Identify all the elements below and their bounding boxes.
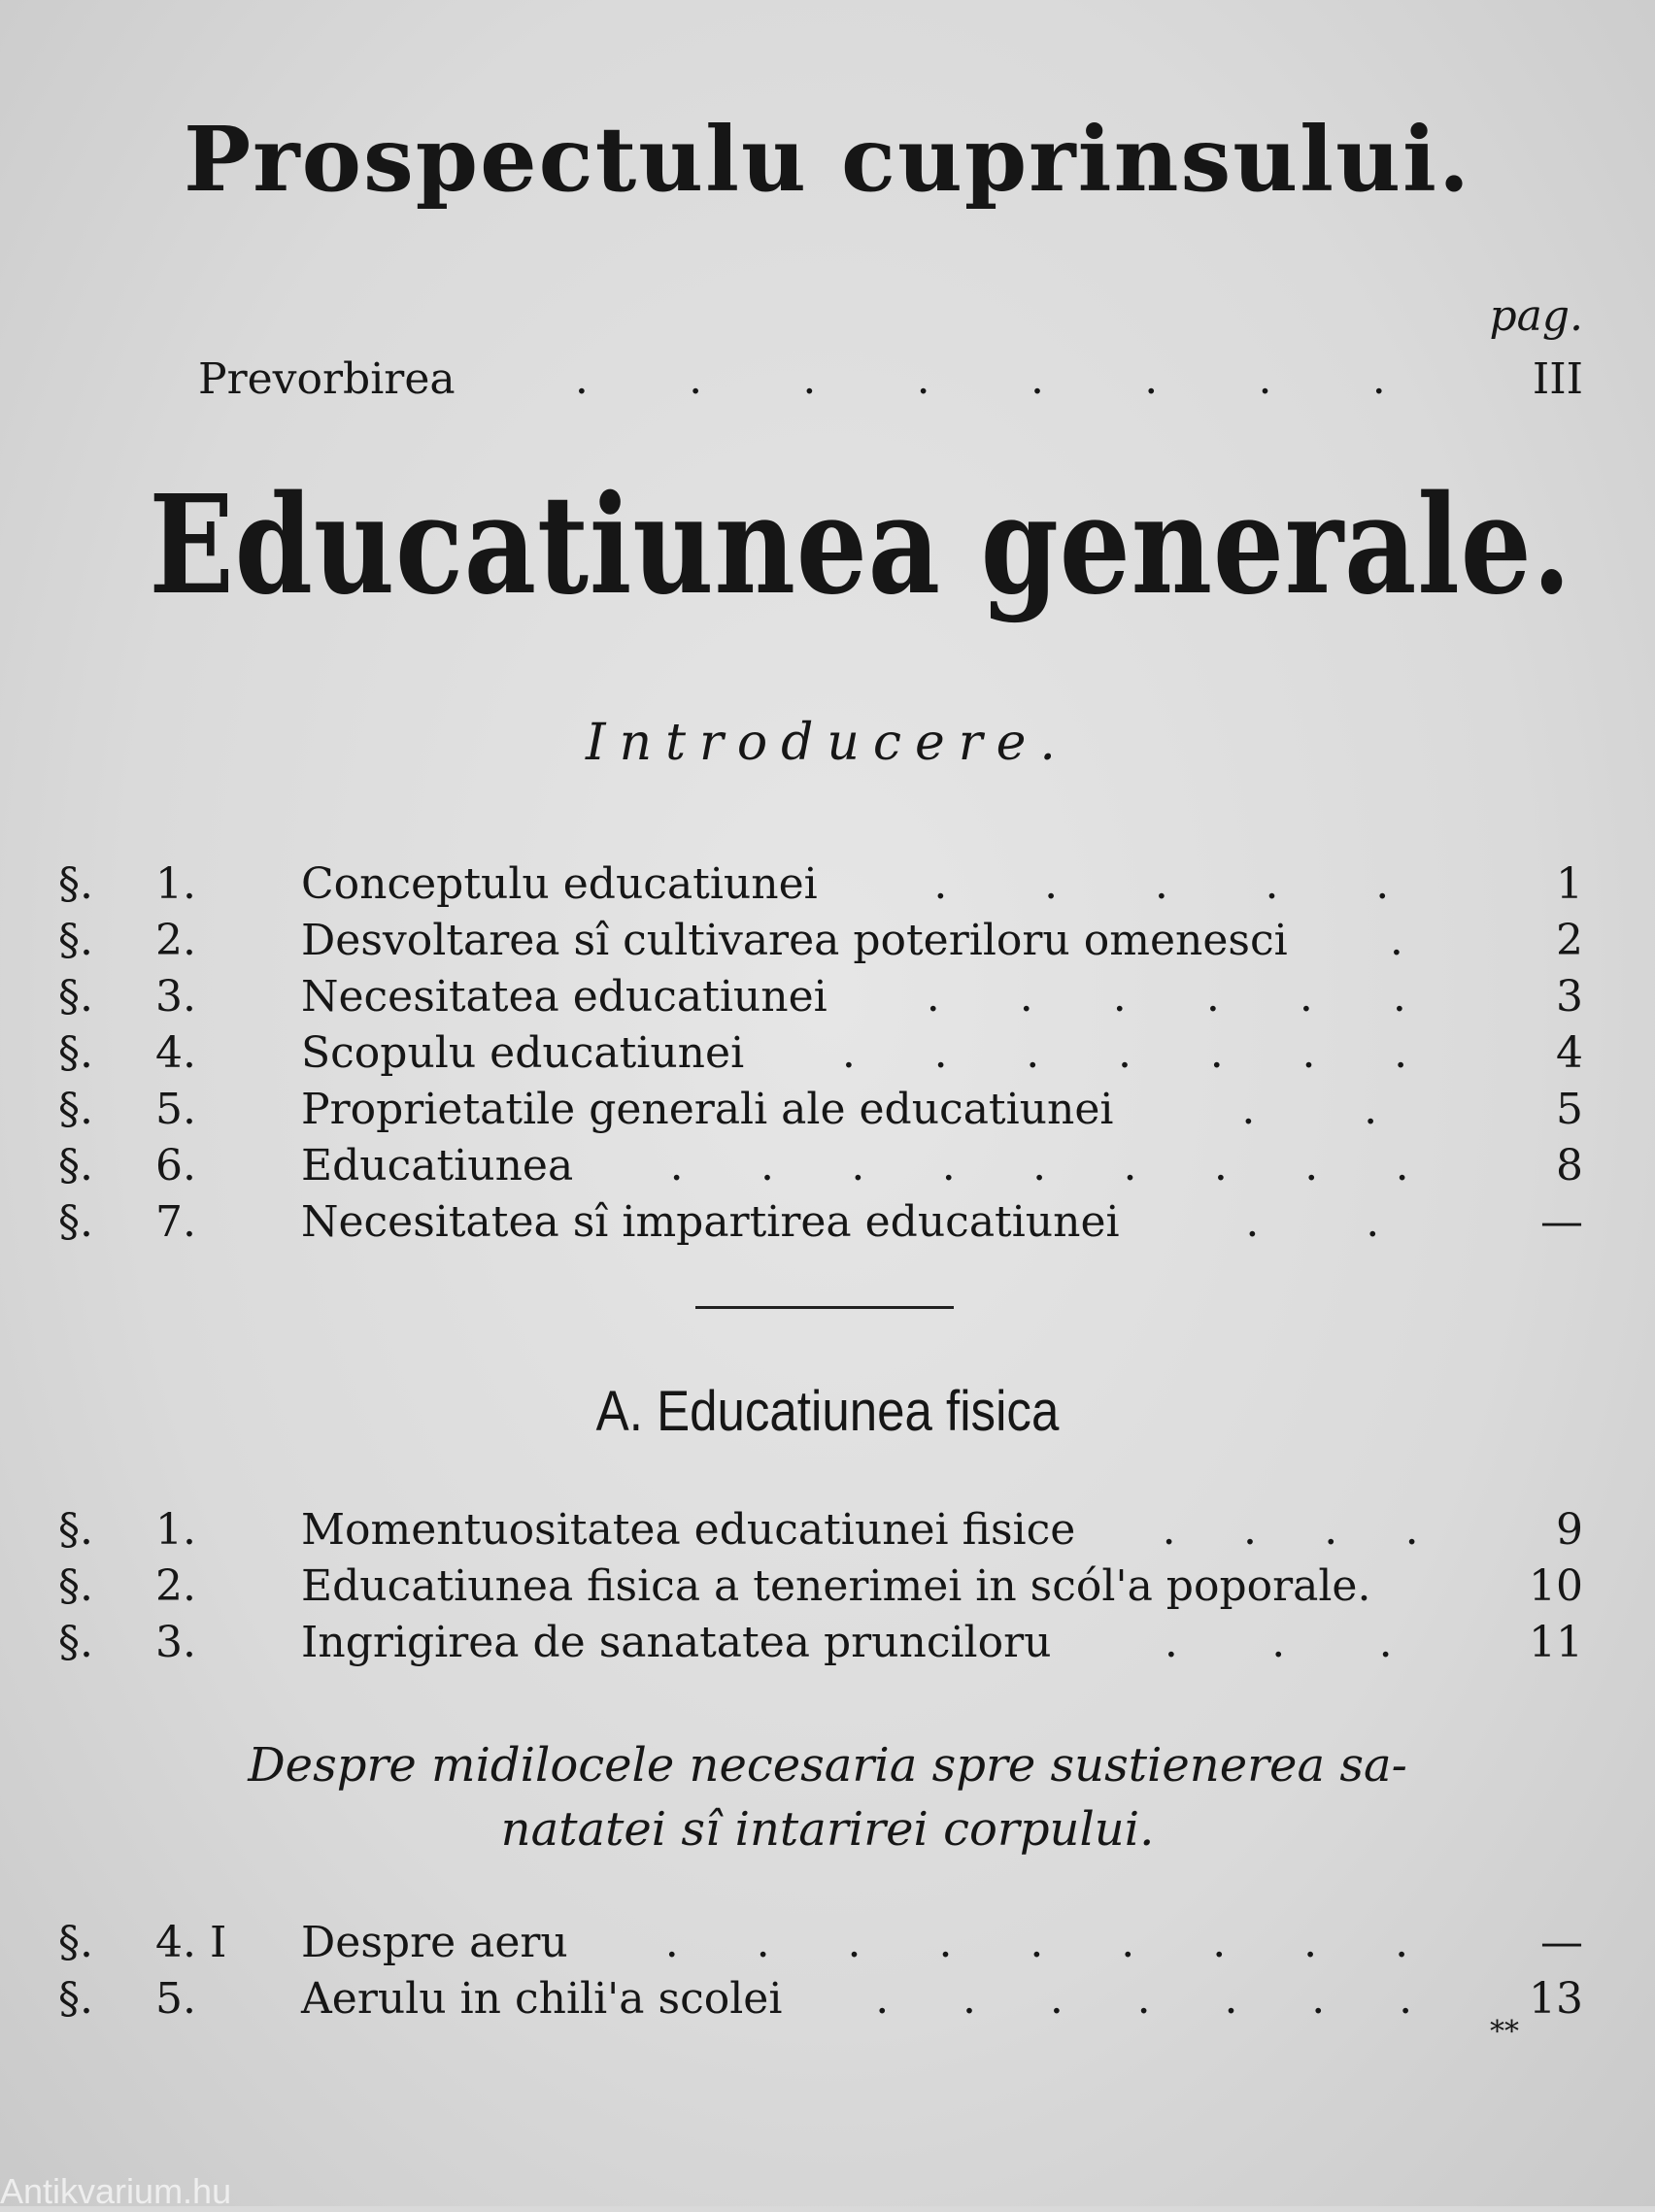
entry-label: Despre aeru (301, 1918, 568, 1967)
entry-number: 5. (155, 1085, 196, 1134)
toc-entry (58, 1918, 1583, 1974)
page-column-label: pag. (1489, 291, 1583, 341)
preface-label: Prevorbirea (198, 354, 456, 404)
section-sign: §. (58, 1085, 93, 1134)
leader-dots: . . . . . (933, 859, 1390, 909)
section-sign: §. (58, 1197, 93, 1247)
leader-dots: . . . . . . . . (574, 354, 1386, 404)
entry-page: 8 (1556, 1141, 1583, 1190)
entry-page: 4 (1556, 1028, 1583, 1078)
toc-entry (58, 1028, 1583, 1085)
section-divider (695, 1306, 954, 1309)
leader-dots: . . . . . . . . . (664, 1918, 1409, 1967)
section-sign: §. (58, 1141, 93, 1190)
section-sign: §. (58, 859, 93, 909)
leader-dots: . . (1241, 1085, 1378, 1134)
means-title-line-1: Despre midilocele necesaria spre sustienerea sa- (248, 1738, 1407, 1793)
section-a-title: A. Educatiunea fisica (595, 1380, 1060, 1443)
main-title: Educatiunea generale. (149, 466, 1572, 625)
toc-entry (58, 1974, 1583, 2030)
section-sign: §. (58, 916, 93, 965)
means-title-line-2: natatei sî intarirei corpului. (500, 1802, 1155, 1857)
watermark: Antikvarium.hu (0, 2171, 232, 2211)
entry-number: 1. (155, 859, 196, 909)
entry-page: 2 (1556, 916, 1583, 965)
section-sign: §. (58, 1561, 93, 1611)
section-sign: §. (58, 1505, 93, 1555)
entry-page: 13 (1529, 1974, 1583, 2024)
entry-label: Scopulu educatiunei (301, 1028, 745, 1078)
preface-entry (198, 354, 1583, 413)
entry-number: 1. (155, 1505, 196, 1555)
entry-label: Desvoltarea sî cultivarea poteriloru omenesci (301, 916, 1288, 965)
section-sign: §. (58, 1618, 93, 1667)
entry-page: 11 (1529, 1618, 1583, 1667)
leader-dots: . . . . . . . . . (669, 1141, 1409, 1190)
toc-entry (58, 1141, 1583, 1197)
entry-label: Educatiunea (301, 1141, 574, 1190)
entry-page: — (1540, 1918, 1583, 1967)
entry-label: Necesitatea sî impartirea educatiunei (301, 1197, 1120, 1247)
toc-entry (58, 972, 1583, 1028)
entry-label: Aerulu in chili'a scolei (301, 1974, 783, 2024)
leader-dots: . . . . . . (926, 972, 1406, 1022)
entry-label: Ingrigirea de sanatatea prunciloru (301, 1618, 1052, 1667)
leader-dots: . . . . . . . (841, 1028, 1408, 1078)
page-heading: Prospectulu cuprinsului. (184, 107, 1471, 212)
entry-label: Conceptulu educatiunei (301, 859, 818, 909)
entry-page: — (1540, 1197, 1583, 1247)
entry-number: 4. I (155, 1918, 227, 1967)
entry-label: Momentuositatea educatiunei fisice (301, 1505, 1076, 1555)
entry-number: 5. (155, 1974, 196, 2024)
intro-title: Introducere. (586, 714, 1069, 772)
entry-number: 7. (155, 1197, 196, 1247)
preface-page: III (1532, 354, 1583, 404)
entry-number: 3. (155, 1618, 196, 1667)
entry-number: 2. (155, 916, 196, 965)
entry-number: 6. (155, 1141, 196, 1190)
section-sign: §. (58, 1918, 93, 1967)
toc-entry (58, 1561, 1583, 1618)
entry-page: 9 (1556, 1505, 1583, 1555)
toc-entry (58, 1085, 1583, 1141)
entry-label: Educatiunea fisica a tenerimei in scól'a poporale. (301, 1561, 1371, 1611)
signature-mark: ** (1490, 2015, 1519, 2049)
toc-entry (58, 916, 1583, 972)
entry-number: 2. (155, 1561, 196, 1611)
entry-page: 3 (1556, 972, 1583, 1022)
leader-dots: . . . . (1162, 1505, 1419, 1555)
leader-dots: . . . (1164, 1618, 1393, 1667)
toc-entry (58, 1505, 1583, 1561)
entry-label: Necesitatea educatiunei (301, 972, 828, 1022)
section-sign: §. (58, 1974, 93, 2024)
entry-number: 3. (155, 972, 196, 1022)
entry-page: 1 (1556, 859, 1583, 909)
toc-entry (58, 1618, 1583, 1674)
section-sign: §. (58, 972, 93, 1022)
entry-label: Proprietatile generali ale educatiunei (301, 1085, 1114, 1134)
entry-page: 10 (1529, 1561, 1583, 1611)
leader-dots: . . . . . . . (875, 1974, 1413, 2024)
leader-dots: . . (1245, 1197, 1380, 1247)
entry-page: 5 (1556, 1085, 1583, 1134)
toc-entry (58, 859, 1583, 916)
section-sign: §. (58, 1028, 93, 1078)
leader-dots: . (1389, 916, 1403, 965)
entry-number: 4. (155, 1028, 196, 1078)
toc-entry (58, 1197, 1583, 1254)
